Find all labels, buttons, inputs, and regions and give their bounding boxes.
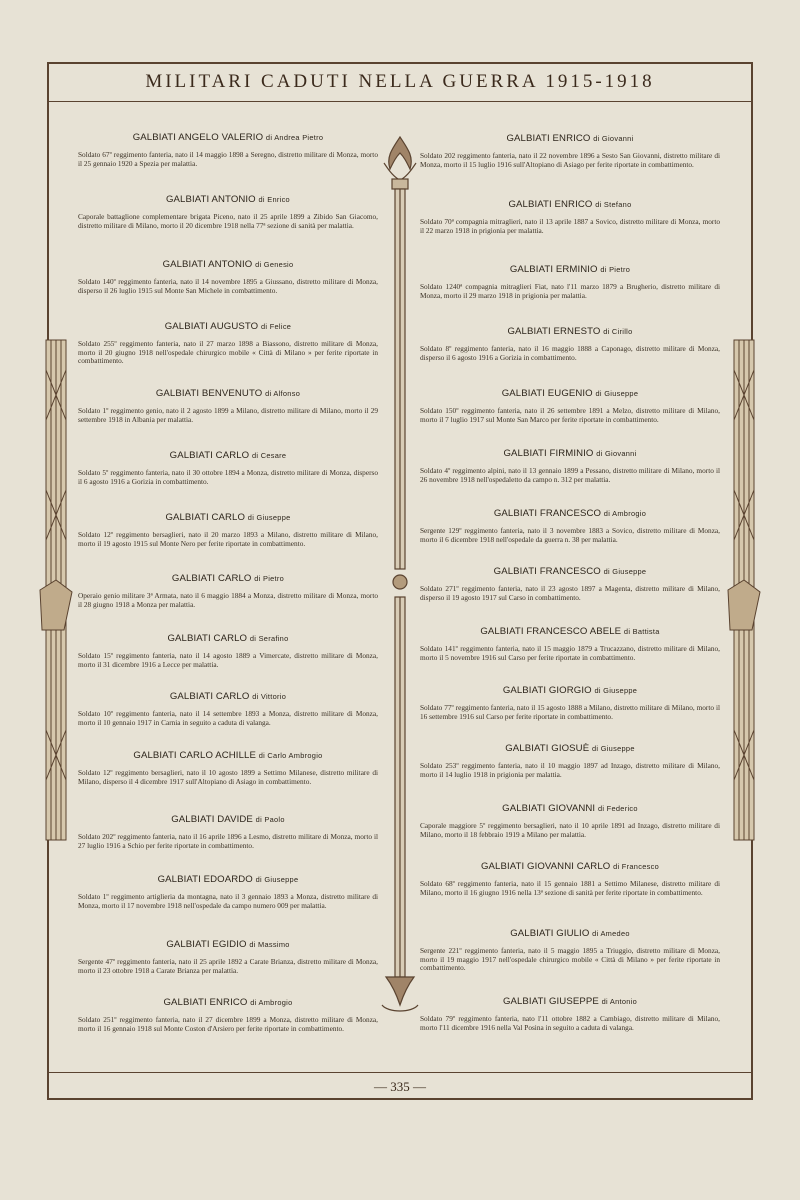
entry-name: GALBIATI BENVENUTO di Alfonso [155, 388, 301, 399]
entry-text: Sergente 47º reggimento fanteria, nato il 25 aprile 1892 a Carate Brianza, distretto militare di Monza, morto il 23 ottobre 1918 a Carate Brianza per malattia. [78, 957, 378, 975]
entry-text: Soldato 202º reggimento fanteria, nato il 16 aprile 1896 a Lesmo, distretto militare di Monza, morto il 27 luglio 1916 a Schio per ferite riportate in combattimento. [78, 832, 378, 850]
entry-name: GALBIATI EDOARDO di Giuseppe [157, 874, 299, 885]
entry-text: Soldato 15º reggimento fanteria, nato il 14 agosto 1889 a Vimercate, distretto militare di Monza, morto il 31 dicembre 1916 a Lecce per malattia. [78, 651, 378, 669]
list-item [78, 997, 378, 1033]
list-item [78, 259, 378, 295]
entry-name: GALBIATI ANTONIO di Enrico [166, 194, 290, 205]
entry-text: Soldato 202 reggimento fanteria, nato il 22 novembre 1896 a Sesto San Giovanni, distretto militare di Monza, morto il 15 luglio 1916 sull'Altopiano di Asiago per ferite riportate in combattimento. [420, 151, 720, 169]
entry-name: GALBIATI FIRMINIO di Giovanni [503, 448, 637, 459]
entry-name: GALBIATI FRANCESCO di Giuseppe [493, 566, 647, 577]
list-item [78, 750, 378, 786]
entry-name: GALBIATI ERMINIO di Pietro [509, 264, 631, 275]
entry-text: Soldato 68º reggimento fanteria, nato il 15 gennaio 1881 a Settimo Milanese, distretto militare di Milano, morto il 16 giugno 1916 nella 13ª sezione di sanità per ferite riportate in combattimento. [420, 879, 720, 897]
entry-name: GALBIATI GIUSEPPE di Antonio [502, 996, 638, 1007]
entry-name: GALBIATI CARLO di Pietro [171, 573, 285, 584]
entry-name: GALBIATI ANTONIO di Genesio [162, 259, 294, 270]
entry-name: GALBIATI CARLO di Serafino [167, 633, 289, 644]
entry-text: Soldato 255º reggimento fanteria, nato il 27 marzo 1898 a Biassono, distretto militare di Monza, morto il 20 giugno 1918 nell'ospedale chirurgico mobile « Città di Milano » per ferite riportate in combattimento. [78, 339, 378, 366]
entry-text: Soldato 5º reggimento fanteria, nato il 30 ottobre 1894 a Monza, distretto militare di Monza, disperso il 6 agosto 1916 a Gorizia in combattimento. [78, 468, 378, 486]
list-item [420, 566, 720, 602]
page-number: — 335 — [374, 1078, 426, 1094]
footer [47, 1072, 753, 1100]
entry-name: GALBIATI ERNESTO di Cirillo [507, 326, 633, 337]
entry-name: GALBIATI DAVIDE di Paolo [171, 814, 285, 825]
entry-name: GALBIATI EGIDIO di Massimo [166, 939, 290, 950]
torch-icon [378, 135, 422, 1025]
entry-name: GALBIATI CARLO ACHILLE di Carlo Ambrogio [133, 750, 323, 761]
entry-text: Operaio genio militare 3ª Armata, nato il 6 maggio 1884 a Monza, distretto militare di Monza, morto il 28 giugno 1918 a Monza per malattia. [78, 591, 378, 609]
list-item [78, 939, 378, 975]
list-item [78, 691, 378, 727]
list-item [420, 199, 720, 235]
entry-text: Soldato 140º reggimento fanteria, nato il 14 novembre 1895 a Giussano, distretto militare di Monza, disperso il 26 luglio 1915 sul Monte San Michele in combattimento. [78, 277, 378, 295]
list-item [78, 874, 378, 910]
entry-name: GALBIATI ENRICO di Ambrogio [163, 997, 293, 1008]
entry-text: Soldato 1º reggimento genio, nato il 2 agosto 1899 a Milano, distretto militare di Milano, morto il 29 settembre 1918 in Albania per malattia. [78, 406, 378, 424]
entry-name: GALBIATI CARLO di Giuseppe [165, 512, 291, 523]
list-item [420, 326, 720, 362]
entry-name: GALBIATI EUGENIO di Giuseppe [501, 388, 639, 399]
entry-text: Soldato 12º reggimento bersaglieri, nato il 10 agosto 1899 a Settimo Milanese, distretto militare di Milano, disperso il 4 dicembre 1917 sull'Altopiano di Asiago in combattimento. [78, 768, 378, 786]
header [47, 62, 753, 102]
entry-text: Soldato 67º reggimento fanteria, nato il 14 maggio 1898 a Seregno, distretto militare di Monza, morto il 25 gennaio 1920 a Spezia per malattia. [78, 150, 378, 168]
entry-text: Soldato 4º reggimento alpini, nato il 13 gennaio 1899 a Pessano, distretto militare di Milano, morto il 26 novembre 1918 nell'ospedaletto da campo n. 312 per malattia. [420, 466, 720, 484]
list-item [78, 450, 378, 486]
list-item [420, 743, 720, 779]
entry-text: Soldato 10º reggimento fanteria, nato il 14 settembre 1893 a Monza, distretto militare di Monza, morto il 10 gennaio 1917 in Carnia in seguito a caduta di valanga. [78, 709, 378, 727]
fasces-icon [38, 330, 74, 850]
entry-text: Soldato 141º reggimento fanteria, nato il 15 maggio 1879 a Trucazzano, distretto militare di Milano, morto il 5 novembre 1916 sul Carso per ferite riportate in combattimento. [420, 644, 720, 662]
entry-name: GALBIATI CARLO di Cesare [169, 450, 287, 461]
list-item [420, 685, 720, 721]
entry-text: Soldato 271º reggimento fanteria, nato il 23 agosto 1897 a Magenta, distretto militare di Milano, disperso il 19 agosto 1917 sul Carso in combattimento. [420, 584, 720, 602]
list-item [420, 133, 720, 169]
entry-text: Sergente 221º reggimento fanteria, nato il 5 maggio 1895 a Triuggio, distretto militare di Monza, morto il 19 maggio 1917 nell'ospedale chirurgico mobile « Città di Milano » per ferite riportate in combattimento. [420, 946, 720, 973]
entry-name: GALBIATI ENRICO di Giovanni [506, 133, 634, 144]
entry-text: Soldato 8º reggimento fanteria, nato il 16 maggio 1888 a Caponago, distretto militare di Monza, disperso il 6 agosto 1916 a Gorizia in combattimento. [420, 344, 720, 362]
list-item [78, 321, 378, 366]
list-item [420, 508, 720, 544]
list-item [78, 633, 378, 669]
entry-name: GALBIATI GIULIO di Amedeo [510, 928, 630, 939]
entry-text: Soldato 77º reggimento fanteria, nato il 15 agosto 1888 a Milano, distretto militare di Milano, morto il 16 settembre 1916 sul Carso per ferite riportate in combattimento. [420, 703, 720, 721]
list-item [78, 814, 378, 850]
entry-text: Caporale battaglione complementare brigata Piceno, nato il 25 aprile 1899 a Zibido San Giacomo, distretto militare di Milano, morto il 20 dicembre 1918 nella 77ª sezione di sanità per malattia. [78, 212, 378, 230]
entry-name: GALBIATI FRANCESCO ABELE di Battista [480, 626, 660, 637]
entry-text: Soldato 251º reggimento fanteria, nato il 27 dicembre 1899 a Monza, distretto militare di Monza, morto il 16 gennaio 1918 sul Monte Coston d'Arsiero per ferite riportate in combattimento. [78, 1015, 378, 1033]
list-item [78, 512, 378, 548]
entry-text: Soldato 70ª compagnia mitraglieri, nato il 13 aprile 1887 a Sovico, distretto militare di Monza, morto il 22 marzo 1918 in prigionia per malattia. [420, 217, 720, 235]
list-item [420, 928, 720, 973]
entry-name: GALBIATI FRANCESCO di Ambrogio [493, 508, 647, 519]
entry-text: Caporale maggiore 5º reggimento bersaglieri, nato il 10 aprile 1891 ad Inzago, distretto militare di Milano, morto il 18 febbraio 1919 a Milano per malattia. [420, 821, 720, 839]
list-item [420, 264, 720, 300]
list-item [420, 448, 720, 484]
list-item [420, 388, 720, 424]
entry-text: Soldato 79º reggimento fanteria, nato l'11 ottobre 1882 a Cambiago, distretto militare di Milano, morto l'11 dicembre 1916 nella Val Posina in seguito a caduta di valanga. [420, 1014, 720, 1032]
entry-text: Soldato 253º reggimento fanteria, nato il 10 maggio 1897 ad Inzago, distretto militare di Milano, morto il 14 luglio 1918 in prigionia per malattia. [420, 761, 720, 779]
entry-name: GALBIATI ENRICO di Stefano [508, 199, 632, 210]
entry-name: GALBIATI GIOVANNI CARLO di Francesco [480, 861, 660, 872]
entry-name: GALBIATI AUGUSTO di Felice [164, 321, 292, 332]
entry-name: GALBIATI ANGELO VALERIO di Andrea Pietro [132, 132, 324, 143]
entry-name: GALBIATI CARLO di Vittorio [169, 691, 287, 702]
entry-name: GALBIATI GIOSUÈ di Giuseppe [505, 743, 635, 754]
entry-name: GALBIATI GIOVANNI di Federico [502, 803, 638, 814]
list-item [420, 803, 720, 839]
entry-text: Soldato 150º reggimento fanteria, nato il 26 settembre 1891 a Melzo, distretto militare di Milano, morto il 7 luglio 1917 sul Monte San Marco per ferite riportate in combattimento. [420, 406, 720, 424]
entry-text: Soldato 12º reggimento bersaglieri, nato il 20 marzo 1893 a Milano, distretto militare di Milano, morto il 19 agosto 1915 sul Monte Nero per ferite riportate in combattimento. [78, 530, 378, 548]
list-item [420, 861, 720, 897]
entry-text: Soldato 1º reggimento artiglieria da montagna, nato il 3 gennaio 1893 a Monza, distretto militare di Monza, morto il 17 novembre 1918 nell'ospedale da campo numero 009 per malattia. [78, 892, 378, 910]
list-item [78, 388, 378, 424]
fasces-icon [726, 330, 762, 850]
list-item [78, 573, 378, 609]
entry-text: Sergente 129º reggimento fanteria, nato il 3 novembre 1883 a Sovico, distretto militare di Monza, morto il 6 dicembre 1918 nell'ospedale da guerra n. 38 per malattia. [420, 526, 720, 544]
list-item [420, 996, 720, 1032]
list-item [78, 132, 378, 168]
entry-text: Soldato 1240ª compagnia mitraglieri Fiat, nato l'11 marzo 1879 a Brugherio, distretto militare di Monza, morto il 29 marzo 1918 in prigionia per malattia. [420, 282, 720, 300]
list-item [78, 194, 378, 230]
entry-name: GALBIATI GIORGIO di Giuseppe [502, 685, 638, 696]
page-title: MILITARI CADUTI NELLA GUERRA 1915-1918 [145, 70, 655, 92]
list-item [420, 626, 720, 662]
